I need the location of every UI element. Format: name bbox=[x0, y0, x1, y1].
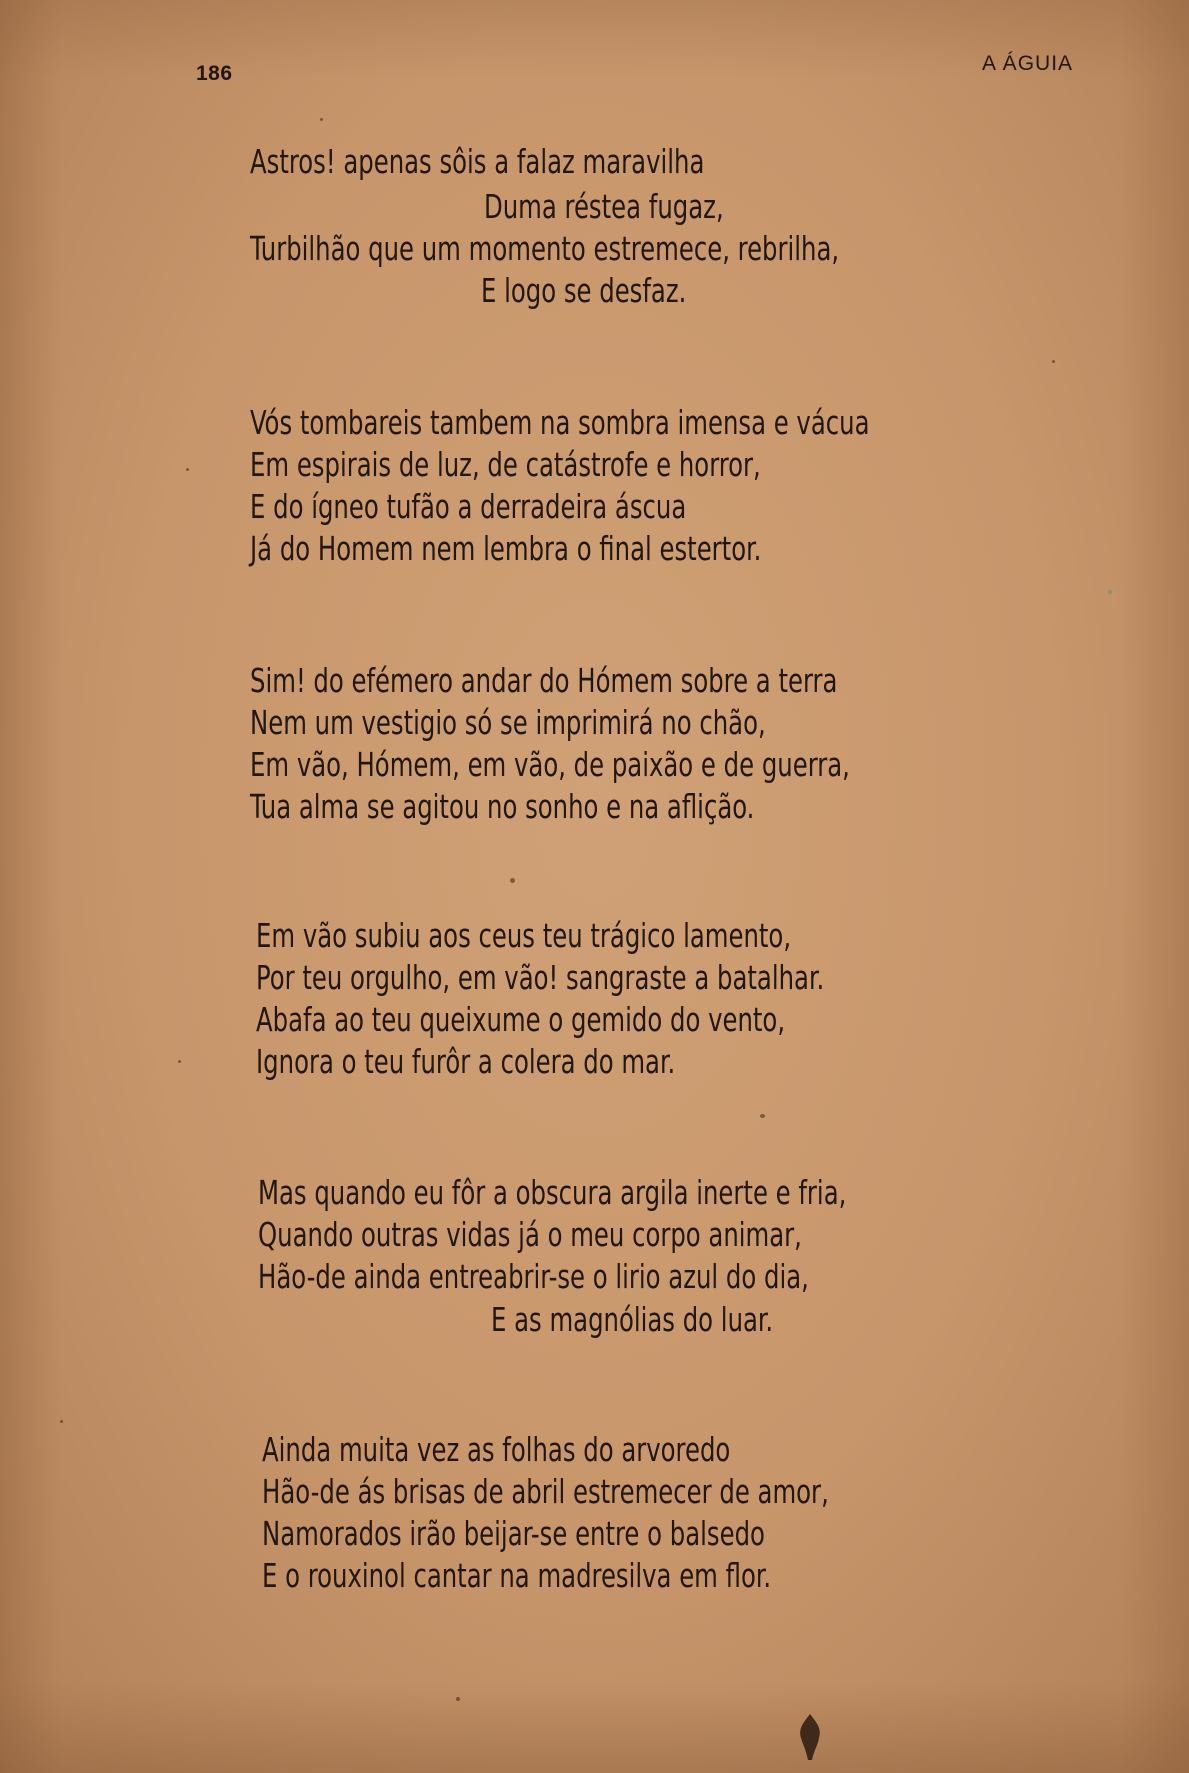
verse-line: Já do Homem nem lembra o final estertor. bbox=[250, 529, 762, 568]
verse-line: E o rouxinol cantar na madresilva em flor. bbox=[262, 1556, 772, 1595]
paper-speck bbox=[456, 1697, 460, 1701]
paper-speck bbox=[186, 468, 189, 471]
verse-line: Tua alma se agitou no sonho e na aflição. bbox=[250, 787, 755, 826]
verse-line: E logo se desfaz. bbox=[481, 271, 687, 310]
verse-line: Quando outras vidas já o meu corpo animar, bbox=[258, 1215, 802, 1254]
verse-line: Ignora o teu furôr a colera do mar. bbox=[256, 1042, 676, 1081]
verse-line: Namorados irão beijar-se entre o balsedo bbox=[262, 1514, 765, 1553]
verse-line: Em vão subiu aos ceus teu trágico lamento, bbox=[256, 916, 792, 955]
verse-line: Abafa ao teu queixume o gemido do vento, bbox=[256, 1000, 786, 1039]
verse-line: Sim! do efémero andar do Hómem sobre a terra bbox=[250, 661, 838, 700]
verse-line: Hão-de ainda entreabrir-se o lirio azul do dia, bbox=[258, 1257, 809, 1296]
paper-speck bbox=[1052, 360, 1055, 363]
page-number: 186 bbox=[196, 62, 233, 85]
verse-line: Turbilhão que um momento estremece, rebrilha, bbox=[250, 229, 840, 268]
verse-line: Em espirais de luz, de catástrofe e horror, bbox=[250, 445, 761, 484]
verse-line: Ainda muita vez as folhas do arvoredo bbox=[262, 1430, 731, 1469]
verse-line: Por teu orgulho, em vão! sangraste a batalhar. bbox=[256, 958, 825, 997]
verse-line: Nem um vestigio só se imprimirá no chão, bbox=[250, 703, 766, 742]
verse-line: Hão-de ás brisas de abril estremecer de amor, bbox=[262, 1472, 829, 1511]
verse-line: E as magnólias do luar. bbox=[491, 1300, 774, 1339]
verse-line: Em vão, Hómem, em vão, de paixão e de guerra, bbox=[250, 745, 850, 784]
paper-speck bbox=[760, 1114, 765, 1118]
verse-line: Duma réstea fugaz, bbox=[484, 187, 724, 226]
paper-speck bbox=[60, 1420, 63, 1423]
paper-speck bbox=[1108, 590, 1112, 594]
paper-speck bbox=[320, 118, 323, 121]
verse-line: E do ígneo tufão a derradeira áscua bbox=[250, 487, 687, 526]
paper-speck bbox=[510, 878, 515, 883]
paper-speck bbox=[178, 1060, 181, 1063]
verse-line: Astros! apenas sôis a falaz maravilha bbox=[250, 142, 705, 181]
running-header: A ÁGUIA bbox=[982, 52, 1074, 75]
verse-line: Mas quando eu fôr a obscura argila inerte e fria, bbox=[258, 1173, 847, 1212]
verse-line: Vós tombareis tambem na sombra imensa e vácua bbox=[250, 403, 870, 442]
